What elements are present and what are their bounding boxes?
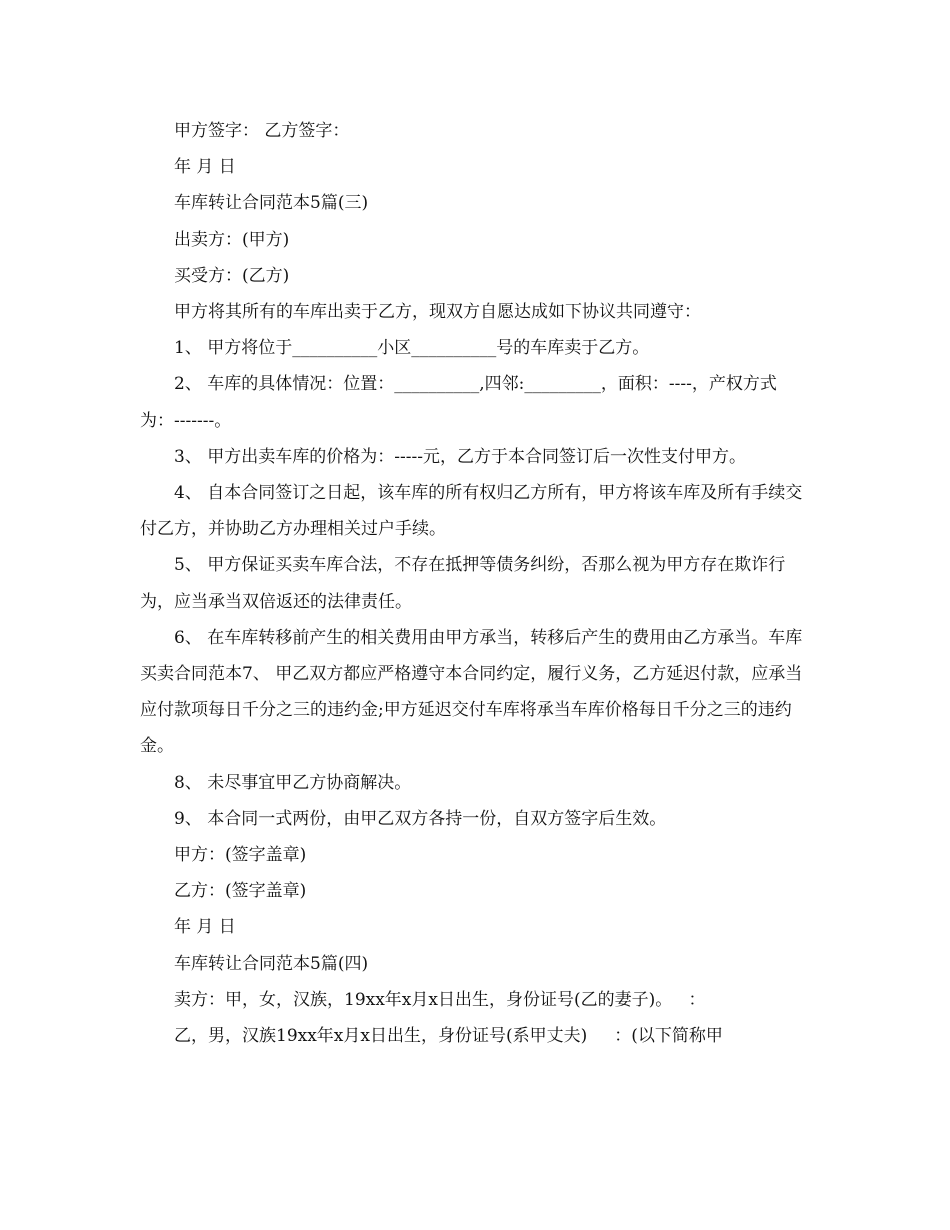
date-line: 年 月 日 [174,157,236,178]
buyer-info: 乙，男，汉族19xx年x月x日出生，身份证号(系甲丈夫) ：(以下简称甲 [174,1026,723,1047]
section-title-3: 车库转让合同范本5篇(三) [174,193,369,214]
document-body [140,113,805,1054]
section-title-4: 车库转让合同范本5篇(四) [174,953,369,974]
seller-info: 卖方：甲，女，汉族，19xx年x月x日出生，身份证号(乙的妻子)。 ： [174,989,706,1010]
party-a-signature: 甲方：(签字盖章) [174,845,307,866]
signature-line: 甲方签字： 乙方签字： [174,121,350,141]
date-line-2: 年 月 日 [174,917,236,938]
agreement-intro: 甲方将其所有的车库出卖于乙方，现双方自愿达成如下协议共同遵守： [174,302,701,323]
clause-3: 3、 甲方出卖车库的价格为：-----元，乙方于本合同签订后一次性支付甲方。 [174,446,746,467]
clause-9: 9、 本合同一式两份，由甲乙双方各持一份，自双方签字后生效。 [174,808,667,829]
clause-1: 1、 甲方将位于__________小区__________号的车库卖于乙方。 [174,338,650,359]
clause-2: 2、 车库的具体情况：位置：__________,四邻:_________，面积：----，产权方式为：-------。 [140,374,777,431]
buyer-line: 买受方：(乙方) [174,265,290,286]
clause-5: 5、 甲方保证买卖车库合法，不存在抵押等债务纠纷，否那么视为甲方存在欺诈行为，应当承当双倍返还的法律责任。 [140,555,786,612]
party-b-signature: 乙方：(签字盖章) [174,881,307,902]
seller-line: 出卖方：(甲方) [174,229,290,250]
clause-6-7: 6、 在车库转移前产生的相关费用由甲方承当，转移后产生的费用由乙方承当。车库买卖合同范本7、 甲乙双方都应严格遵守本合同约定，履行义务，乙方延迟付款，应承当应付款项每日千分之三的违约金;甲方延迟交付车库将承当车库价格每日千分之三的违约金。 [140,627,803,757]
clause-4: 4、 自本合同签订之日起，该车库的所有权归乙方所有，甲方将该车库及所有手续交付乙方，并协助乙方办理相关过户手续。 [140,483,803,540]
clause-8: 8、 未尽事宜甲乙方协商解决。 [174,772,412,793]
